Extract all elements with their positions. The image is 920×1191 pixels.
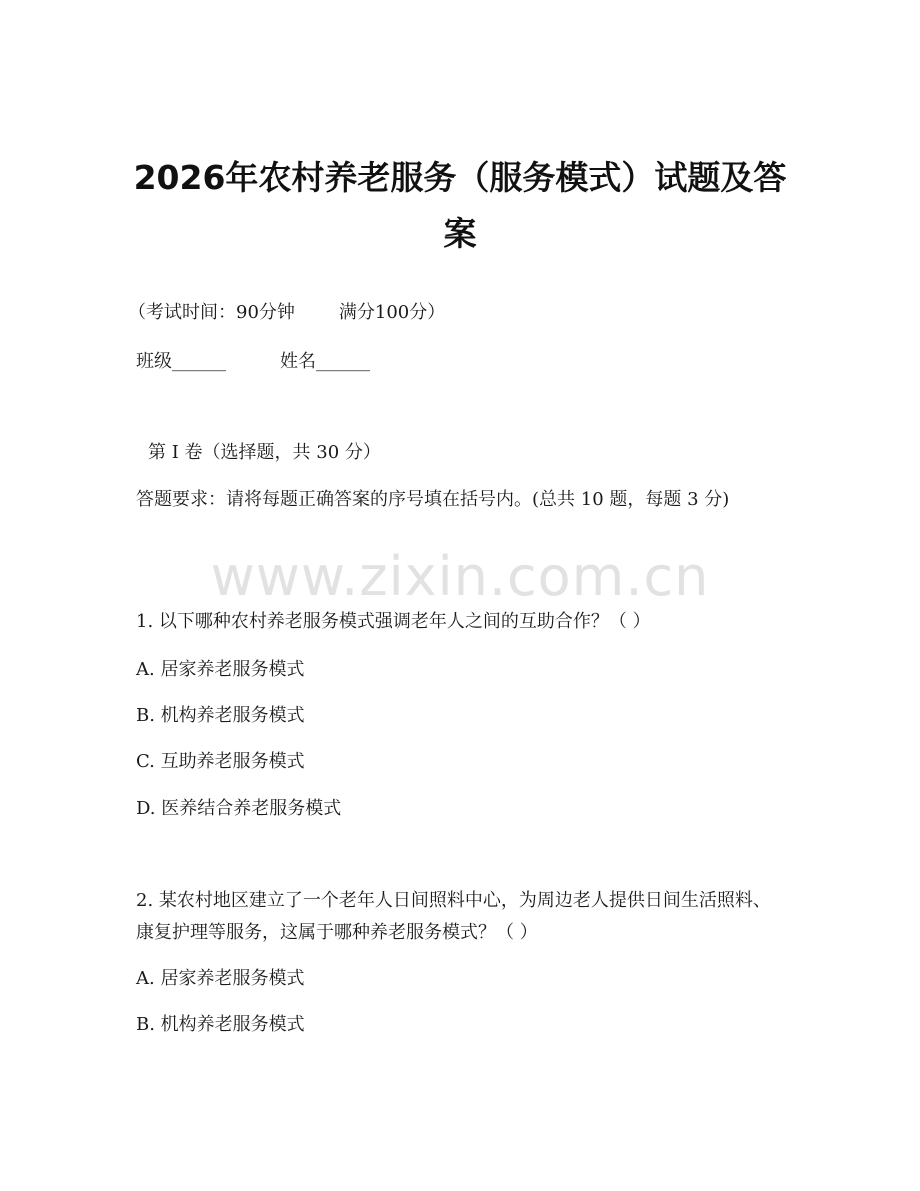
name-field-label: 姓名______ [280, 351, 370, 372]
exam-time: （考试时间：90分钟 [128, 302, 295, 323]
class-field-label: 班级______ [136, 351, 226, 372]
section-instructions: 答题要求：请将每题正确答案的序号填在括号内。(总共 10 题，每题 3 分) [136, 489, 730, 510]
section-heading: 第 I 卷（选择题，共 30 分） [148, 442, 381, 463]
watermark: www.zixin.com.cn [210, 545, 710, 608]
question-1-option-a: A. 居家养老服务模式 [136, 659, 305, 680]
question-2-option-a: A. 居家养老服务模式 [136, 968, 305, 989]
question-2-option-b: B. 机构养老服务模式 [136, 1014, 305, 1035]
question-1-option-b: B. 机构养老服务模式 [136, 705, 305, 726]
question-1-stem: 1. 以下哪种农村养老服务模式强调老年人之间的互助合作？（ ） [136, 611, 651, 632]
question-1-option-c: C. 互助养老服务模式 [136, 751, 305, 772]
question-2-stem: 2. 某农村地区建立了一个老年人日间照料中心，为周边老人提供日间生活照料、康复护理等服务，这属于哪种养老服务模式？（ ） [136, 890, 771, 943]
exam-info [128, 297, 445, 329]
document-title: 2026年农村养老服务（服务模式）试题及答案 [133, 158, 787, 253]
student-info [136, 346, 370, 378]
question-1-option-d: D. 医养结合养老服务模式 [136, 798, 342, 819]
exam-score: 满分100分） [338, 302, 446, 323]
